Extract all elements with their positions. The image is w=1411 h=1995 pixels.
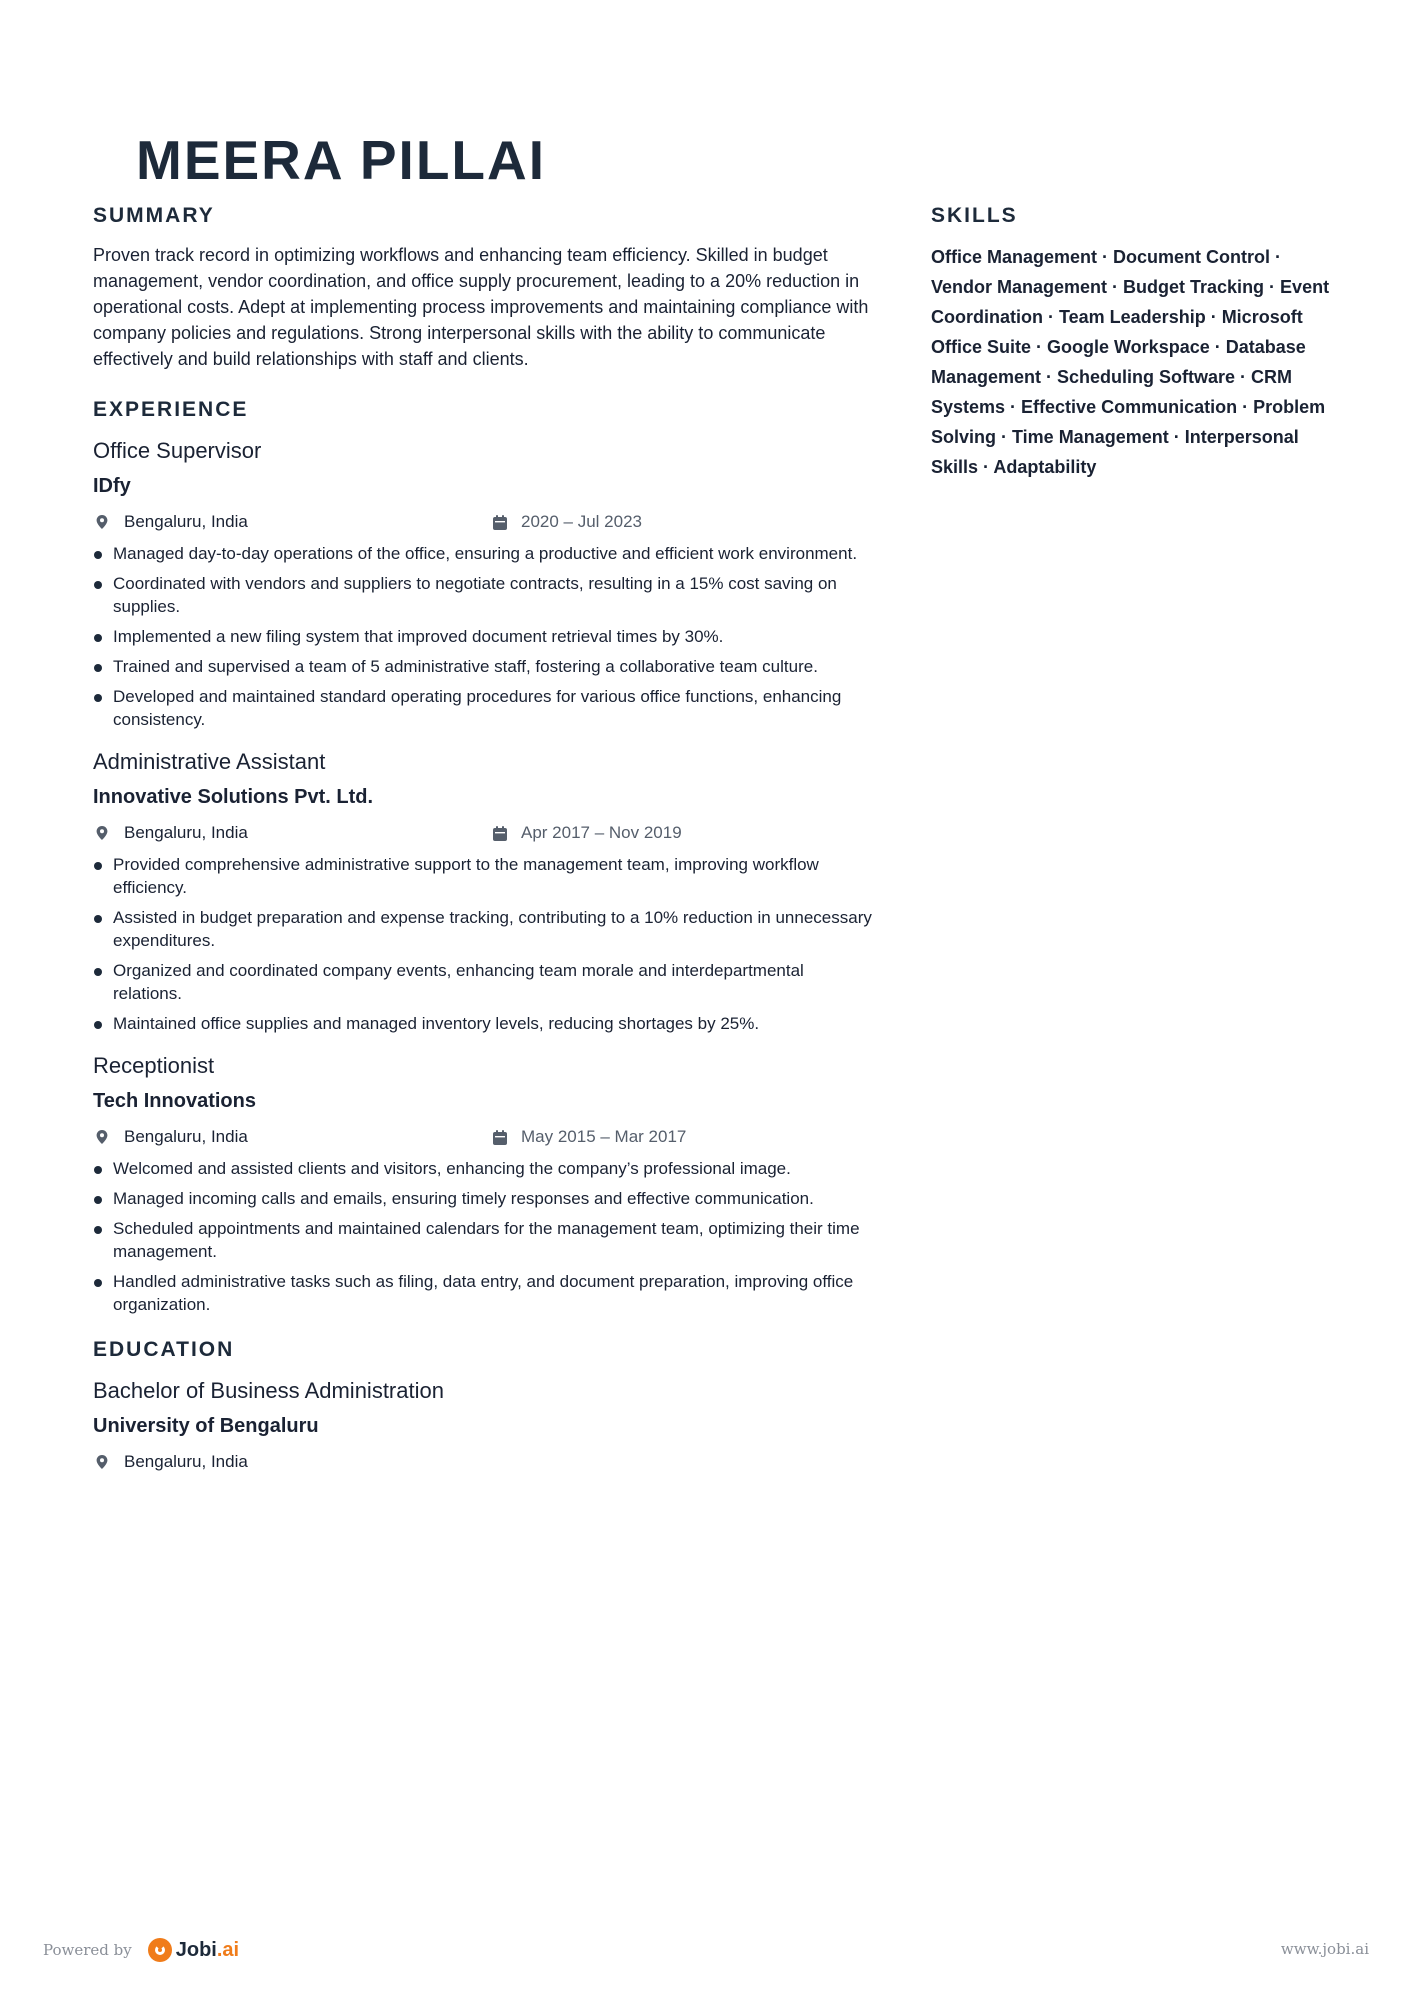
company-name: IDfy [93,475,131,497]
achievement-item: Trained and supervised a team of 5 administrative staff, fostering a collaborative team culture. [93,655,873,678]
map-pin-icon [95,1130,109,1144]
date-range [493,512,642,532]
company-name: Innovative Solutions Pvt. Ltd. [93,786,374,808]
powered-by[interactable] [43,1938,239,1962]
jobi-logo-icon [148,1938,172,1962]
jobi-logo-text: Jobi.ai [175,1938,240,1961]
calendar-icon [493,515,507,530]
main-column [93,204,873,1482]
achievement-item: Organized and coordinated company events, enhancing team morale and interdepartmental relations. [93,959,873,1005]
location [93,1452,248,1472]
job-meta [93,508,873,538]
location-text: Bengaluru, India [124,1127,248,1146]
date-text: Apr 2017 – Nov 2019 [521,823,682,842]
achievement-item: Provided comprehensive administrative support to the management team, improving workflow efficiency. [93,853,873,899]
school: University of Bengaluru [93,1415,319,1437]
candidate-name: MEERA PILLAI [136,129,547,191]
calendar-icon [493,826,507,841]
education-section [93,1338,873,1478]
summary-text: Proven track record in optimizing workflows and enhancing team efficiency. Skilled in budget management, vendor coordination, and office supply procurement, leading to a 20% reduction in operational costs. Adept at implementing process improvements and maintaining compliance with company policies and regulations. Strong interpersonal skills with the ability to communicate effectively and build relationships with staff and clients. [93,245,869,369]
map-pin-icon [95,826,109,840]
education-meta [93,1448,873,1478]
skills-heading: SKILLS [931,204,1018,227]
date-text: May 2015 – Mar 2017 [521,1127,687,1146]
achievement-item: Coordinated with vendors and suppliers to negotiate contracts, resulting in a 15% cost saving on supplies. [93,572,873,618]
achievement-item: Managed incoming calls and emails, ensuring timely responses and effective communication. [93,1187,873,1210]
location-text: Bengaluru, India [124,1452,248,1471]
education-heading: EDUCATION [93,1338,235,1361]
job-meta [93,1123,873,1153]
date-text: 2020 – Jul 2023 [521,512,642,531]
achievement-list [93,542,873,731]
date-range [493,1127,686,1147]
location-text: Bengaluru, India [124,823,248,842]
achievement-list [93,1157,873,1316]
achievement-item: Managed day-to-day operations of the office, ensuring a productive and efficient work environment. [93,542,873,565]
job-title: Receptionist [93,1053,215,1078]
skills-list: Office Management · Document Control · Vendor Management · Budget Tracking · Event Coordination · Team Leadership · Microsoft Office Suite · Google Workspace · Database Management · Scheduling Software · CRM Systems · Effective Communication · Problem Solving · Time Management · Interpersonal Skills · Adaptability [931,247,1330,477]
achievement-item: Developed and maintained standard operating procedures for various office functions, enhancing consistency. [93,685,873,731]
location [93,1127,248,1147]
map-pin-icon [95,515,109,529]
map-pin-icon [95,1455,109,1469]
location [93,823,248,843]
degree: Bachelor of Business Administration [93,1378,444,1403]
achievement-item: Scheduled appointments and maintained calendars for the management team, optimizing their time management. [93,1217,873,1263]
location [93,512,248,532]
job-entry [93,436,873,731]
date-range [493,823,682,843]
experience-heading: EXPERIENCE [93,398,249,421]
calendar-icon [493,1130,507,1145]
achievement-item: Assisted in budget preparation and expense tracking, contributing to a 10% reduction in unnecessary expenditures. [93,906,873,952]
job-meta [93,819,873,849]
job-entry [93,747,873,1035]
job-title: Administrative Assistant [93,749,326,774]
location-text: Bengaluru, India [124,512,248,531]
job-list [93,436,873,1316]
website-link[interactable]: www.jobi.ai [1280,1940,1369,1958]
job-title: Office Supervisor [93,438,262,463]
company-name: Tech Innovations [93,1090,256,1112]
achievement-item: Handled administrative tasks such as filing, data entry, and document preparation, improving office organization. [93,1270,873,1316]
achievement-item: Maintained office supplies and managed inventory levels, reducing shortages by 25%. [93,1012,873,1035]
achievement-item: Implemented a new filing system that improved document retrieval times by 30%. [93,625,873,648]
powered-by-label: Powered by [43,1941,132,1959]
achievement-list [93,853,873,1035]
sidebar-column [931,204,1331,482]
experience-section [93,398,873,1316]
job-entry [93,1051,873,1316]
summary-heading: SUMMARY [93,204,215,227]
summary-section [93,204,873,372]
achievement-item: Welcomed and assisted clients and visitors, enhancing the company’s professional image. [93,1157,873,1180]
